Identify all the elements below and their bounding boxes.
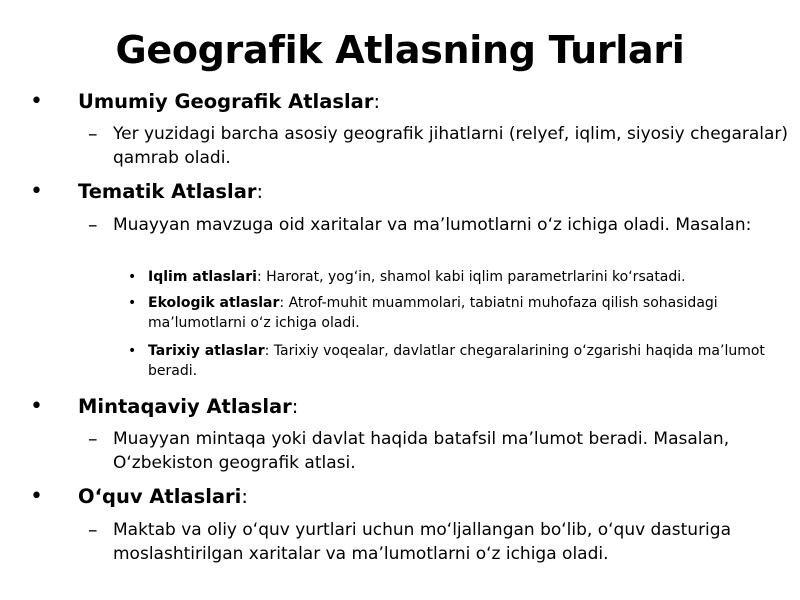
term: Ekologik atlaslar: [148, 295, 280, 311]
bullet-icon: •: [128, 269, 137, 285]
sub-sub-item-text: Tarixiy atlaslar: Tarixiy voqealar, davlatlar chegaralarining o‘zgarishi haqida ma’lumot beradi.: [148, 343, 765, 379]
sub-item-text: Muayyan mintaqa yoki davlat haqida batafsil ma’lumot beradi. Masalan, O‘zbekiston geografik atlasi.: [113, 429, 730, 473]
item-heading-text: [78, 89, 380, 115]
heading-colon: :: [291, 395, 299, 418]
bullet-icon: •: [128, 343, 137, 359]
item-heading: Umumiy Geografik Atlaslar: [78, 90, 374, 113]
dash-icon: –: [88, 428, 98, 450]
sub-sub-item-text: Iqlim atlaslari: Harorat, yog‘in, shamol kabi iqlim parametrlarini ko‘rsatadi.: [148, 269, 686, 285]
item-heading-text: [78, 484, 248, 510]
dash-icon: –: [88, 519, 98, 541]
sub-sub-item-text: Ekologik atlaslar: Atrof-muhit muammolari, tabiatni muhofaza qilish sohasidagi ma’lumotlarni o‘z ichiga oladi.: [148, 295, 718, 331]
heading-colon: :: [241, 485, 248, 508]
dash-icon: –: [88, 123, 98, 145]
heading-colon: :: [256, 180, 264, 203]
dash-icon: –: [88, 214, 98, 236]
description: Tarixiy voqealar, davlatlar chegaralarining o‘zgarishi haqida ma’lumot beradi.: [148, 343, 765, 379]
heading-colon: :: [373, 90, 381, 113]
term: Iqlim atlaslari: [148, 269, 257, 285]
term: Tarixiy atlaslar: [148, 343, 265, 359]
item-heading: Mintaqaviy Atlaslar: [78, 395, 292, 418]
item-heading: O‘quv Atlaslari: [78, 485, 242, 508]
description: Harorat, yog‘in, shamol kabi iqlim parametrlarini ko‘rsatadi.: [266, 269, 686, 285]
bullet-icon: •: [30, 394, 43, 419]
slide-title: Geografik Atlasning Turlari: [115, 28, 685, 72]
item-heading-text: [78, 394, 298, 420]
sub-item-text: Maktab va oliy o‘quv yurtlari uchun mo‘ljallangan bo‘lib, o‘quv dasturiga moslashtirilgan xaritalar va ma’lumotlarni o‘z ichiga oladi.: [113, 520, 731, 564]
bullet-icon: •: [30, 179, 43, 204]
bullet-icon: •: [30, 89, 43, 114]
bullet-icon: •: [30, 484, 43, 509]
bullet-icon: •: [128, 295, 137, 311]
description: Atrof-muhit muammolari, tabiatni muhofaza qilish sohasidagi ma’lumotlarni o‘z ichiga oladi.: [148, 295, 718, 331]
sub-item-text: Muayyan mavzuga oid xaritalar va ma’lumotlarni o‘z ichiga oladi. Masalan:: [113, 215, 752, 235]
sub-item-text: Yer yuzidagi barcha asosiy geografik jihatlarni (relyef, iqlim, siyosiy chegaralar) qamrab oladi.: [113, 124, 789, 168]
item-heading-text: [78, 179, 263, 205]
item-heading: Tematik Atlaslar: [78, 180, 257, 203]
